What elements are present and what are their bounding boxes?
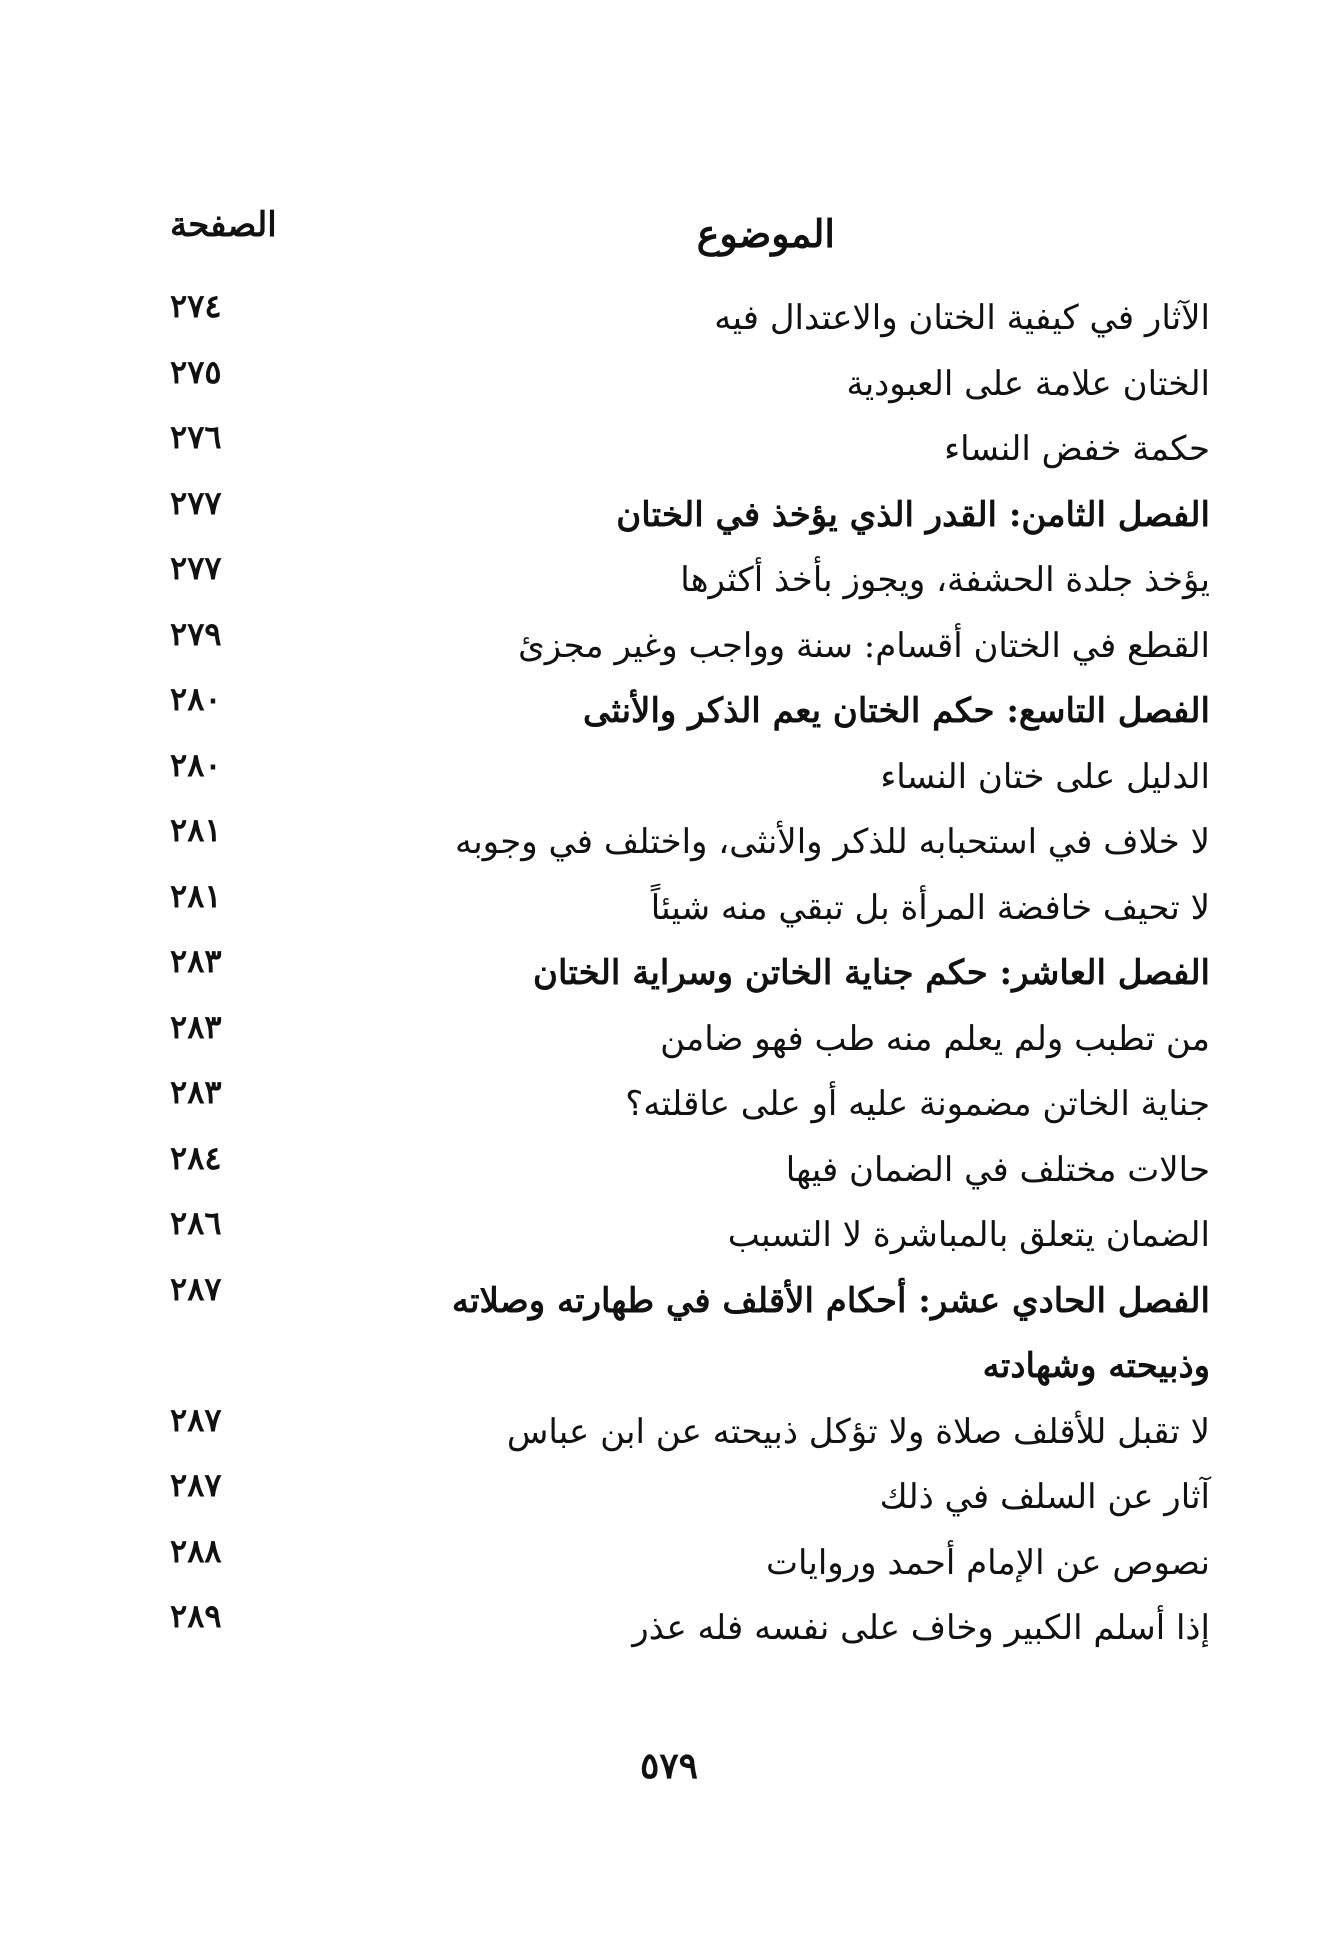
toc-entry-title: الدليل على ختان النساء — [880, 756, 1210, 797]
toc-row — [170, 1124, 1210, 1190]
topic-column-heading: الموضوع — [696, 211, 835, 256]
table-of-contents — [170, 272, 1210, 1648]
toc-row — [170, 1582, 1210, 1648]
toc-entry-page: ٢٧٩ — [170, 614, 222, 653]
toc-row — [170, 731, 1210, 797]
toc-row — [170, 403, 1210, 469]
toc-entry-page: ٢٨٨ — [170, 1531, 222, 1570]
toc-entry-page: ٢٨٣ — [170, 1007, 222, 1046]
toc-row — [170, 1058, 1210, 1124]
toc-entry-page: ٢٨٠ — [170, 745, 222, 784]
toc-header — [170, 205, 1210, 275]
toc-chapter-title: الفصل الحادي عشر: أحكام الأقلف في طهارته وصلاته وذبيحته وشهادته — [451, 1280, 1210, 1386]
toc-entry-page: ٢٨٣ — [170, 1073, 222, 1111]
toc-entry-page: ٢٨٧ — [170, 1269, 222, 1308]
toc-entry-page: ٢٧٧ — [170, 549, 222, 587]
page-number: ٥٧٩ — [639, 1745, 698, 1787]
toc-row — [170, 1517, 1210, 1583]
toc-row-chapter — [170, 665, 1210, 731]
toc-row-chapter — [170, 1255, 1210, 1386]
toc-entry-page: ٢٨٤ — [170, 1138, 222, 1177]
toc-entry-title: يؤخذ جلدة الحشفة، ويجوز بأخذ أكثرها — [680, 560, 1210, 600]
toc-chapter-title: الفصل الثامن: القدر الذي يؤخذ في الختان — [616, 494, 1210, 535]
toc-entry-title: جناية الخاتن مضمونة عليه أو على عاقلته؟ — [625, 1084, 1210, 1124]
toc-entry-page: ٢٨٩ — [170, 1597, 222, 1635]
toc-entry-page: ٢٧٥ — [170, 352, 222, 391]
toc-entry-title: من تطبب ولم يعلم منه طب فهو ضامن — [660, 1018, 1210, 1059]
toc-entry-title: نصوص عن الإمام أحمد وروايات — [766, 1542, 1210, 1583]
toc-entry-page: ٢٨٦ — [170, 1204, 222, 1242]
toc-entry-page: ٢٨٠ — [170, 680, 222, 718]
toc-entry-page: ٢٧٤ — [170, 287, 222, 325]
toc-row — [170, 1386, 1210, 1452]
toc-row — [170, 338, 1210, 404]
toc-entry-page: ٢٨٣ — [170, 942, 222, 980]
toc-entry-page: ٢٧٦ — [170, 418, 222, 456]
toc-entry-title: لا خلاف في استحبابه للذكر والأنثى، واختلف في وجوبه — [454, 822, 1210, 862]
toc-entry-title: لا تحيف خافضة المرأة بل تبقي منه شيئاً — [650, 887, 1210, 928]
toc-row-chapter — [170, 927, 1210, 993]
toc-row — [170, 1451, 1210, 1517]
toc-entry-title: حالات مختلف في الضمان فيها — [785, 1149, 1210, 1190]
toc-chapter-title: الفصل العاشر: حكم جناية الخاتن وسراية الختان — [533, 953, 1210, 993]
toc-entry-title: القطع في الختان أقسام: سنة وواجب وغير مجزئ — [518, 625, 1210, 666]
toc-entry-page: ٢٨١ — [170, 811, 222, 849]
toc-row-chapter — [170, 469, 1210, 535]
toc-entry-page: ٢٨١ — [170, 876, 222, 915]
toc-chapter-title: الفصل التاسع: حكم الختان يعم الذكر والأنثى — [583, 691, 1210, 731]
toc-row — [170, 272, 1210, 338]
toc-entry-title: الآثار في كيفية الختان والاعتدال فيه — [714, 298, 1210, 338]
toc-row — [170, 534, 1210, 600]
toc-row — [170, 600, 1210, 666]
toc-entry-title: إذا أسلم الكبير وخاف على نفسه فله عذر — [632, 1608, 1210, 1648]
toc-entry-page: ٢٨٧ — [170, 1400, 222, 1439]
toc-entry-title: حكمة خفض النساء — [944, 429, 1210, 469]
page-column-heading: الصفحة — [170, 205, 277, 245]
toc-row — [170, 993, 1210, 1059]
toc-row — [170, 862, 1210, 928]
toc-entry-title: الختان علامة على العبودية — [846, 363, 1210, 404]
toc-entry-title: لا تقبل للأقلف صلاة ولا تؤكل ذبيحته عن ابن عباس — [506, 1411, 1210, 1452]
toc-entry-title: آثار عن السلف في ذلك — [879, 1477, 1210, 1517]
toc-row — [170, 1189, 1210, 1255]
toc-entry-page: ٢٨٧ — [170, 1466, 222, 1504]
toc-entry-page: ٢٧٧ — [170, 483, 222, 522]
toc-row — [170, 796, 1210, 862]
toc-entry-title: الضمان يتعلق بالمباشرة لا التسبب — [727, 1215, 1210, 1255]
